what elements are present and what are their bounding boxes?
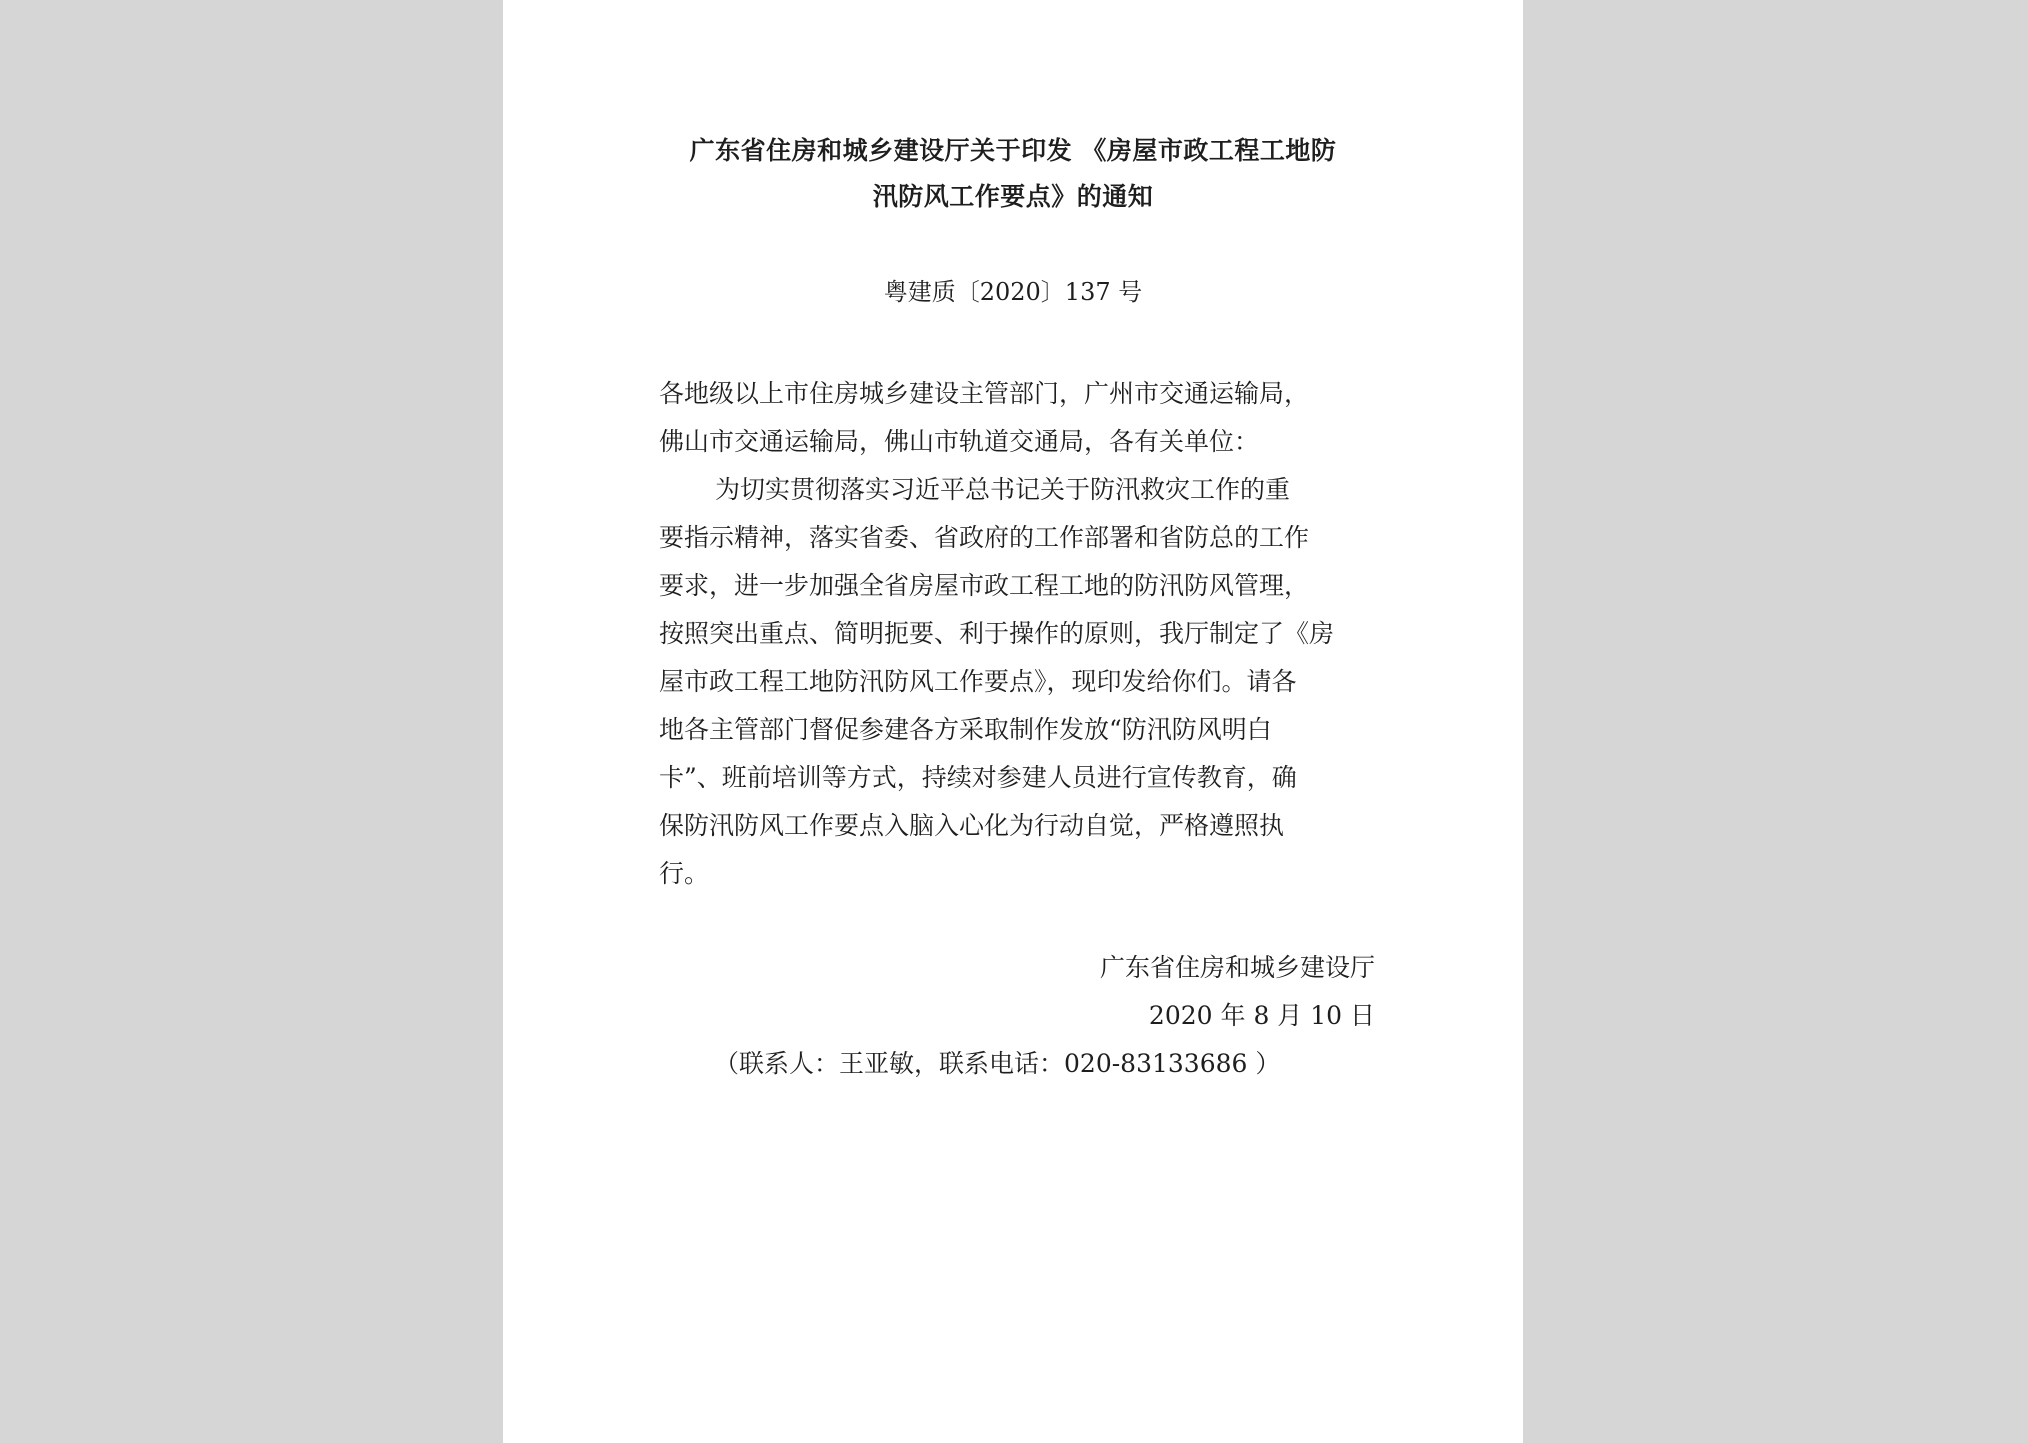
paragraph-line-6: 地各主管部门督促参建各方采取制作发放“防汛防风明白 [659,715,1272,744]
paragraph-line-3: 要求，进一步加强全省房屋市政工程工地的防汛防风管理， [659,571,1310,600]
paragraph-line-1: 为切实贯彻落实习近平总书记关于防汛救灾工作的重 [715,475,1291,504]
signature-block [1100,944,1375,1040]
paragraph-line-5: 屋市政工程工地防汛防风工作要点》，现印发给你们。请各 [659,667,1297,696]
title-line-1: 广东省住房和城乡建设厅关于印发 《房屋市政工程工地防 [689,136,1337,165]
paragraph-line-2: 要指示精神，落实省委、省政府的工作部署和省防总的工作 [659,523,1310,552]
document-number: 粤建质〔2020〕137 号 [883,278,1143,306]
title-line-2: 汛防风工作要点》的通知 [872,182,1154,211]
document-title [503,128,1523,220]
paragraph-line-7: 卡”、班前培训等方式，持续对参建人员进行宣传教育，确 [659,763,1297,792]
contact-info: （联系人：王亚敏，联系电话：020-83133686 ） [714,1049,1281,1078]
issue-date: 2020 年 8 月 10 日 [1148,1001,1375,1030]
issuing-authority: 广东省住房和城乡建设厅 [1099,953,1375,982]
addressee-line-1: 各地级以上市住房城乡建设主管部门，广州市交通运输局， [659,379,1310,408]
paragraph-line-9: 行。 [659,859,710,888]
document-body [659,370,1375,898]
document-page [503,0,1523,1443]
addressee-line-2: 佛山市交通运输局，佛山市轨道交通局，各有关单位： [659,427,1260,456]
paragraph-line-4: 按照突出重点、简明扼要、利于操作的原则，我厅制定了《房 [659,619,1335,648]
paragraph-line-8: 保防汛防风工作要点入脑入心化为行动自觉，严格遵照执 [659,811,1285,840]
